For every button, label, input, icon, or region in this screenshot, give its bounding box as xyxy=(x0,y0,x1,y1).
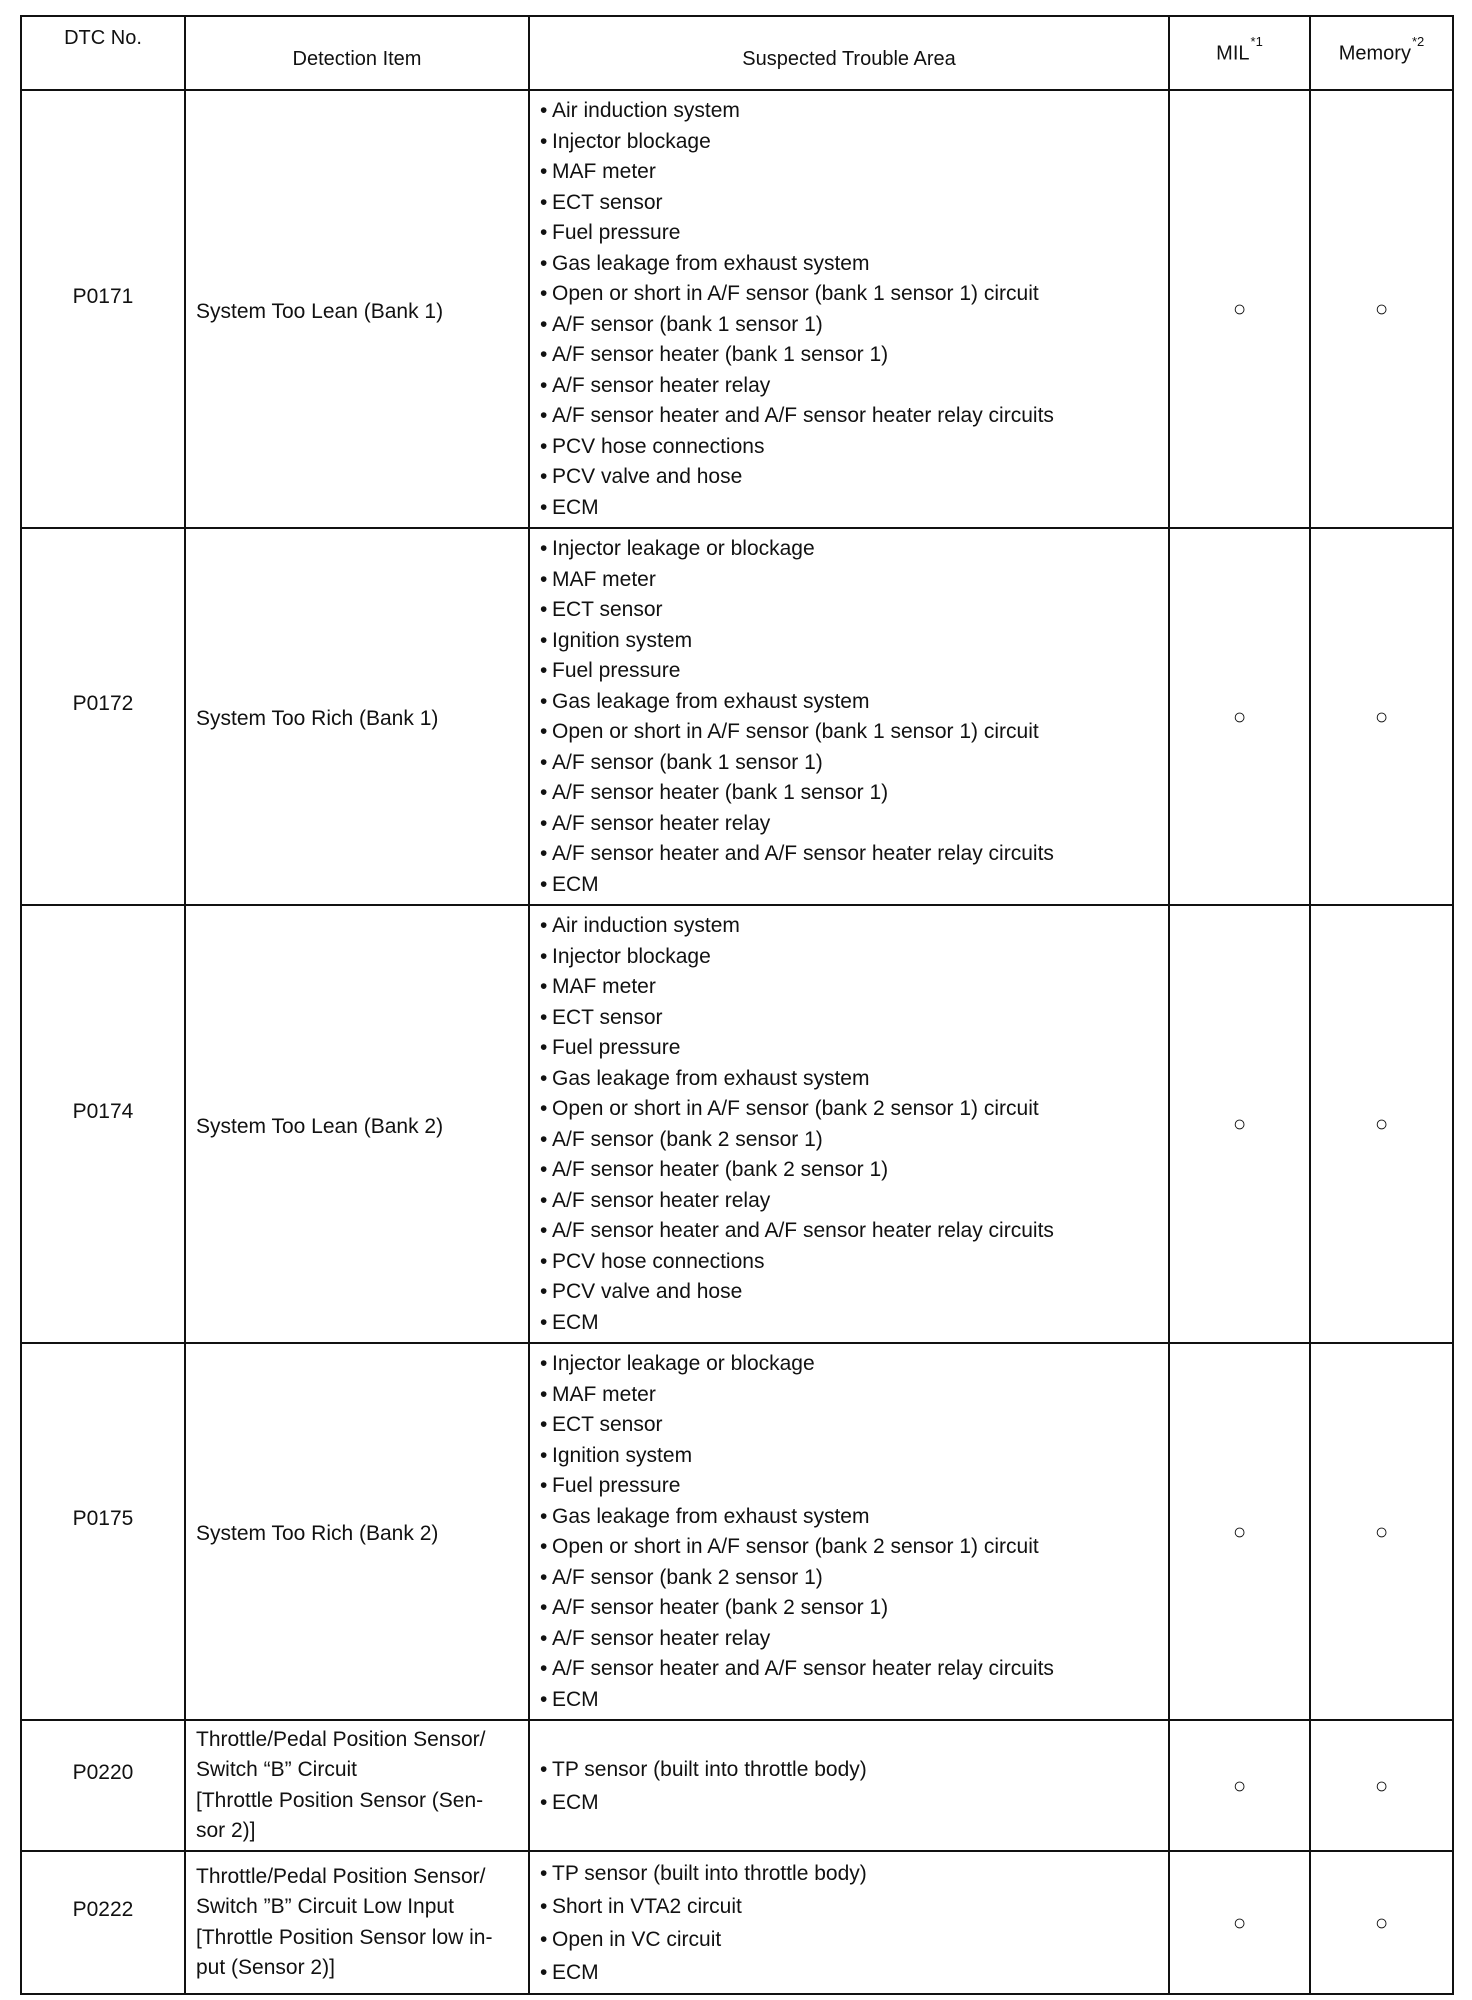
bullet-icon: • xyxy=(540,1928,548,1951)
list-item xyxy=(540,778,1158,809)
header-detection-label: Detection Item xyxy=(292,47,422,70)
list-item xyxy=(540,942,1158,973)
table-row xyxy=(21,1720,1453,1851)
list-item-text: Gas leakage from exhaust system xyxy=(552,689,870,713)
bullet-icon: • xyxy=(540,842,548,865)
detection-line: sor 2)] xyxy=(196,1819,256,1842)
list-item xyxy=(540,127,1158,158)
list-item xyxy=(540,493,1158,524)
mil-indicator-cell xyxy=(1169,90,1310,528)
list-item xyxy=(540,687,1158,718)
list-item-text: PCV valve and hose xyxy=(552,1280,743,1303)
bullet-icon: • xyxy=(540,598,548,621)
circle-mark-icon: ○ xyxy=(1232,1518,1247,1544)
bullet-icon: • xyxy=(540,689,548,713)
bullet-icon: • xyxy=(540,1565,548,1589)
header-memory-footnote: *2 xyxy=(1411,34,1425,50)
list-item-text: ECM xyxy=(552,1310,599,1334)
bullet-icon: • xyxy=(540,1961,548,1984)
list-item-text: A/F sensor heater and A/F sensor heater relay circuits xyxy=(552,404,1054,427)
list-item-text: Injector leakage or blockage xyxy=(552,537,815,560)
list-item xyxy=(540,310,1158,341)
detection-text: System Too Lean (Bank 1) xyxy=(196,299,444,323)
bullet-icon: • xyxy=(540,811,548,835)
bullet-icon: • xyxy=(540,99,548,122)
suspected-trouble-list xyxy=(529,1851,1169,1994)
bullet-icon: • xyxy=(540,160,548,183)
list-item-text: ECT sensor xyxy=(552,190,663,214)
header-detection-item xyxy=(185,16,529,90)
bullet-icon: • xyxy=(540,1687,548,1711)
table-header xyxy=(21,16,1453,90)
list-item-text: ECT sensor xyxy=(552,598,663,621)
detection-item xyxy=(185,905,529,1343)
bullet-icon: • xyxy=(540,628,548,652)
list-item-text: TP sensor (built into throttle body) xyxy=(552,1862,867,1885)
bullet-icon: • xyxy=(540,1862,548,1885)
detection-text: System Too Rich (Bank 1) xyxy=(196,707,439,731)
list-item xyxy=(540,1380,1158,1411)
list-item xyxy=(540,432,1158,463)
list-item xyxy=(540,1186,1158,1217)
list-item xyxy=(540,1003,1158,1034)
dtc-number: P0172 xyxy=(21,528,185,905)
bullet-icon: • xyxy=(540,434,548,458)
list-item xyxy=(540,188,1158,219)
list-item xyxy=(540,1593,1158,1624)
list-item-text: A/F sensor (bank 2 sensor 1) xyxy=(552,1127,823,1151)
bullet-icon: • xyxy=(540,343,548,366)
dtc-number: P0220 xyxy=(21,1720,185,1851)
header-dtc-label: DTC No. xyxy=(64,27,142,49)
suspected-trouble-list xyxy=(529,1343,1169,1720)
list-item-text: ECT sensor xyxy=(552,1413,663,1436)
list-item xyxy=(540,249,1158,280)
mil-indicator-cell xyxy=(1169,1851,1310,1994)
list-item-text: A/F sensor heater relay xyxy=(552,1626,771,1650)
bullet-icon: • xyxy=(540,1188,548,1212)
detection-text: System Too Rich (Bank 2) xyxy=(196,1522,439,1546)
table-row xyxy=(21,528,1453,905)
list-item xyxy=(540,1094,1158,1125)
list-item xyxy=(540,1786,1158,1819)
bullet-icon: • xyxy=(540,1280,548,1303)
list-item xyxy=(540,656,1158,687)
header-mil xyxy=(1169,16,1310,90)
bullet-icon: • xyxy=(540,1127,548,1151)
list-item-text: PCV valve and hose xyxy=(552,465,743,488)
detection-item xyxy=(185,1343,529,1720)
list-item xyxy=(540,462,1158,493)
list-item-text: MAF meter xyxy=(552,1382,656,1406)
detection-line: Switch “B” Circuit xyxy=(196,1758,358,1781)
list-item-text: Open in VC circuit xyxy=(552,1928,722,1951)
circle-mark-icon: ○ xyxy=(1374,703,1389,729)
bullet-icon: • xyxy=(540,1352,548,1375)
list-item xyxy=(540,1923,1158,1956)
bullet-icon: • xyxy=(540,1791,548,1814)
list-item-text: TP sensor (built into throttle body) xyxy=(552,1758,867,1781)
mil-indicator-cell xyxy=(1169,1720,1310,1851)
list-item-text: Fuel pressure xyxy=(552,1036,681,1059)
circle-mark-icon: ○ xyxy=(1232,296,1247,321)
list-item xyxy=(540,870,1158,901)
mil-indicator-cell xyxy=(1169,528,1310,905)
bullet-icon: • xyxy=(540,1895,548,1918)
header-memory-label: Memory xyxy=(1338,42,1411,65)
memory-indicator-cell xyxy=(1310,905,1453,1343)
bullet-icon: • xyxy=(540,1097,548,1120)
list-item-text: ECM xyxy=(552,495,599,519)
list-item xyxy=(540,748,1158,779)
list-item-text: A/F sensor heater relay xyxy=(552,811,771,835)
list-item-text: A/F sensor heater and A/F sensor heater relay circuits xyxy=(552,1657,1054,1680)
list-item xyxy=(540,1247,1158,1278)
circle-mark-icon: ○ xyxy=(1232,1909,1247,1935)
detection-line: [Throttle Position Sensor low in- xyxy=(196,1925,493,1949)
list-item-text: PCV hose connections xyxy=(552,1249,765,1273)
dtc-number: P0222 xyxy=(21,1851,185,1994)
detection-line: Switch ”B” Circuit Low Input xyxy=(196,1895,454,1918)
memory-indicator-cell xyxy=(1310,1720,1453,1851)
bullet-icon: • xyxy=(540,465,548,488)
list-item-text: PCV hose connections xyxy=(552,434,765,458)
detection-text: System Too Lean (Bank 2) xyxy=(196,1114,444,1138)
bullet-icon: • xyxy=(540,537,548,560)
bullet-icon: • xyxy=(540,1535,548,1558)
list-item-text: Air induction system xyxy=(552,99,740,122)
list-item-text: Fuel pressure xyxy=(552,1474,681,1497)
list-item xyxy=(540,1277,1158,1308)
list-item-text: A/F sensor heater (bank 2 sensor 1) xyxy=(552,1158,889,1181)
header-row xyxy=(21,16,1453,90)
bullet-icon: • xyxy=(540,495,548,519)
circle-mark-icon: ○ xyxy=(1232,703,1247,729)
table-body xyxy=(21,90,1453,1994)
bullet-icon: • xyxy=(540,1504,548,1528)
list-item-text: Short in VTA2 circuit xyxy=(552,1895,742,1918)
header-trouble-label: Suspected Trouble Area xyxy=(742,47,956,70)
bullet-icon: • xyxy=(540,781,548,804)
bullet-icon: • xyxy=(540,1626,548,1650)
memory-indicator-cell xyxy=(1310,1851,1453,1994)
header-memory xyxy=(1310,16,1453,90)
list-item xyxy=(540,595,1158,626)
circle-mark-icon: ○ xyxy=(1374,1111,1389,1136)
header-mil-label: MIL xyxy=(1216,42,1250,65)
mil-indicator-cell xyxy=(1169,1343,1310,1720)
bullet-icon: • xyxy=(540,872,548,896)
detection-line: Throttle/Pedal Position Sensor/ xyxy=(196,1864,486,1888)
list-item-text: MAF meter xyxy=(552,160,656,183)
bullet-icon: • xyxy=(540,914,548,937)
bullet-icon: • xyxy=(540,720,548,743)
dtc-number: P0171 xyxy=(21,90,185,528)
memory-indicator-cell xyxy=(1310,528,1453,905)
list-item-text: Open or short in A/F sensor (bank 1 sensor 1) circuit xyxy=(552,282,1039,305)
list-item xyxy=(540,534,1158,565)
dtc-table xyxy=(20,15,1454,1995)
list-item xyxy=(540,1685,1158,1716)
bullet-icon: • xyxy=(540,944,548,968)
list-item-text: Open or short in A/F sensor (bank 2 sensor 1) circuit xyxy=(552,1535,1039,1558)
list-item-text: A/F sensor heater relay xyxy=(552,373,771,397)
list-item xyxy=(540,1502,1158,1533)
list-item-text: Gas leakage from exhaust system xyxy=(552,1504,870,1528)
detection-item xyxy=(185,90,529,528)
list-item-text: Gas leakage from exhaust system xyxy=(552,251,870,275)
list-item xyxy=(540,218,1158,249)
list-item xyxy=(540,1155,1158,1186)
list-item xyxy=(540,1857,1158,1890)
bullet-icon: • xyxy=(540,129,548,153)
list-item-text: A/F sensor (bank 1 sensor 1) xyxy=(552,312,823,336)
list-item xyxy=(540,626,1158,657)
bullet-icon: • xyxy=(540,1382,548,1406)
list-item-text: Injector blockage xyxy=(552,944,711,968)
mil-indicator-cell xyxy=(1169,905,1310,1343)
list-item-text: A/F sensor (bank 1 sensor 1) xyxy=(552,750,823,774)
list-item-text: A/F sensor heater (bank 1 sensor 1) xyxy=(552,343,889,366)
bullet-icon: • xyxy=(540,190,548,214)
list-item-text: A/F sensor heater and A/F sensor heater relay circuits xyxy=(552,842,1054,865)
bullet-icon: • xyxy=(540,1005,548,1029)
suspected-trouble-list xyxy=(529,905,1169,1343)
bullet-icon: • xyxy=(540,1657,548,1680)
list-item-text: ECM xyxy=(552,1961,599,1984)
list-item xyxy=(540,157,1158,188)
list-item xyxy=(540,1890,1158,1923)
list-item xyxy=(540,1410,1158,1441)
circle-mark-icon: ○ xyxy=(1374,1772,1389,1798)
list-item xyxy=(540,96,1158,127)
suspected-trouble-list xyxy=(529,90,1169,528)
list-item-text: MAF meter xyxy=(552,975,656,998)
list-item-text: ECT sensor xyxy=(552,1005,663,1029)
bullet-icon: • xyxy=(540,251,548,275)
list-item-text: A/F sensor heater (bank 2 sensor 1) xyxy=(552,1596,889,1619)
bullet-icon: • xyxy=(540,975,548,998)
bullet-icon: • xyxy=(540,659,548,682)
list-item-text: Open or short in A/F sensor (bank 2 sensor 1) circuit xyxy=(552,1097,1039,1120)
table-row xyxy=(21,905,1453,1343)
list-item xyxy=(540,1349,1158,1380)
list-item-text: Ignition system xyxy=(552,628,693,652)
bullet-icon: • xyxy=(540,1310,548,1334)
bullet-icon: • xyxy=(540,1219,548,1242)
list-item xyxy=(540,401,1158,432)
list-item-text: Air induction system xyxy=(552,914,740,937)
list-item xyxy=(540,1532,1158,1563)
header-suspected-trouble-area xyxy=(529,16,1169,90)
bullet-icon: • xyxy=(540,221,548,244)
suspected-trouble-list xyxy=(529,528,1169,905)
bullet-icon: • xyxy=(540,1036,548,1059)
bullet-icon: • xyxy=(540,1066,548,1090)
table-row xyxy=(21,1343,1453,1720)
circle-mark-icon: ○ xyxy=(1374,1518,1389,1544)
list-item xyxy=(540,1563,1158,1594)
bullet-icon: • xyxy=(540,1596,548,1619)
list-item-text: Fuel pressure xyxy=(552,221,681,244)
list-item-text: A/F sensor heater relay xyxy=(552,1188,771,1212)
list-item-text: Fuel pressure xyxy=(552,659,681,682)
list-item-text: ECM xyxy=(552,1791,599,1814)
bullet-icon: • xyxy=(540,1758,548,1781)
list-item-text: ECM xyxy=(552,872,599,896)
list-item xyxy=(540,839,1158,870)
list-item xyxy=(540,1654,1158,1685)
list-item xyxy=(540,1624,1158,1655)
circle-mark-icon: ○ xyxy=(1232,1111,1247,1136)
list-item xyxy=(540,1441,1158,1472)
list-item xyxy=(540,809,1158,840)
list-item xyxy=(540,1216,1158,1247)
list-item-text: Gas leakage from exhaust system xyxy=(552,1066,870,1090)
bullet-icon: • xyxy=(540,1249,548,1273)
list-item xyxy=(540,279,1158,310)
list-item-text: A/F sensor (bank 2 sensor 1) xyxy=(552,1565,823,1589)
detection-line: put (Sensor 2)] xyxy=(196,1956,335,1979)
list-item xyxy=(540,717,1158,748)
circle-mark-icon: ○ xyxy=(1374,296,1389,321)
dtc-number: P0175 xyxy=(21,1343,185,1720)
bullet-icon: • xyxy=(540,1158,548,1181)
list-item-text: A/F sensor heater (bank 1 sensor 1) xyxy=(552,781,889,804)
bullet-icon: • xyxy=(540,282,548,305)
list-item-text: ECM xyxy=(552,1687,599,1711)
dtc-number: P0174 xyxy=(21,905,185,1343)
detection-item xyxy=(185,1851,529,1994)
detection-line: [Throttle Position Sensor (Sen- xyxy=(196,1788,484,1812)
circle-mark-icon: ○ xyxy=(1374,1909,1389,1935)
list-item xyxy=(540,1125,1158,1156)
bullet-icon: • xyxy=(540,404,548,427)
detection-item xyxy=(185,528,529,905)
list-item xyxy=(540,371,1158,402)
detection-line: Throttle/Pedal Position Sensor/ xyxy=(196,1727,486,1751)
bullet-icon: • xyxy=(540,312,548,336)
list-item-text: Open or short in A/F sensor (bank 1 sensor 1) circuit xyxy=(552,720,1039,743)
memory-indicator-cell xyxy=(1310,90,1453,528)
detection-item xyxy=(185,1720,529,1851)
table-row xyxy=(21,90,1453,528)
bullet-icon: • xyxy=(540,373,548,397)
bullet-icon: • xyxy=(540,567,548,591)
list-item xyxy=(540,1956,1158,1989)
header-dtc-no xyxy=(21,16,185,90)
list-item-text: A/F sensor heater and A/F sensor heater relay circuits xyxy=(552,1219,1054,1242)
list-item xyxy=(540,1308,1158,1339)
circle-mark-icon: ○ xyxy=(1232,1772,1247,1798)
list-item-text: Ignition system xyxy=(552,1443,693,1467)
bullet-icon: • xyxy=(540,750,548,774)
list-item-text: Injector blockage xyxy=(552,129,711,153)
bullet-icon: • xyxy=(540,1474,548,1497)
list-item xyxy=(540,1471,1158,1502)
list-item xyxy=(540,1033,1158,1064)
list-item xyxy=(540,565,1158,596)
table-row xyxy=(21,1851,1453,1994)
bullet-icon: • xyxy=(540,1413,548,1436)
list-item xyxy=(540,1064,1158,1095)
header-mil-footnote: *1 xyxy=(1250,34,1263,50)
list-item-text: Injector leakage or blockage xyxy=(552,1352,815,1375)
list-item xyxy=(540,340,1158,371)
bullet-icon: • xyxy=(540,1443,548,1467)
list-item-text: MAF meter xyxy=(552,567,656,591)
list-item xyxy=(540,972,1158,1003)
memory-indicator-cell xyxy=(1310,1343,1453,1720)
list-item xyxy=(540,1753,1158,1786)
list-item xyxy=(540,911,1158,942)
suspected-trouble-list xyxy=(529,1720,1169,1851)
